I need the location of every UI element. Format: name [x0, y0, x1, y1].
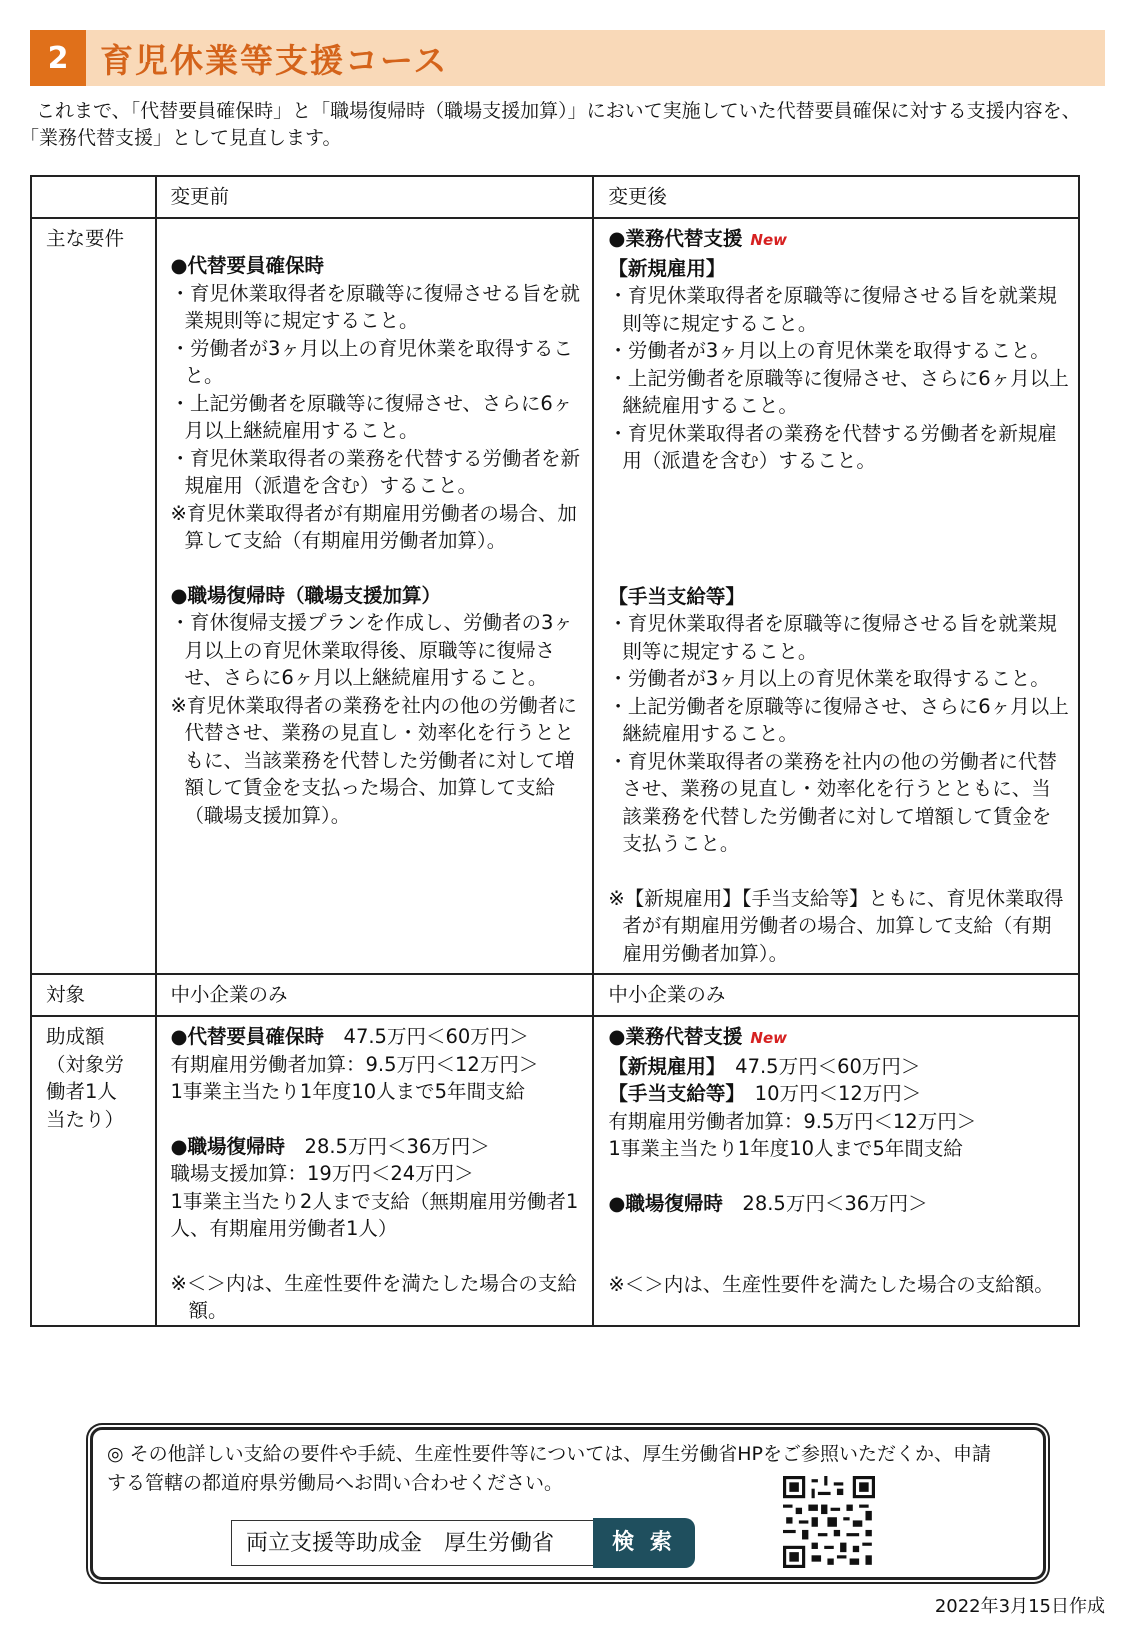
req-before-cell: [156, 218, 594, 974]
amount-after-heading-text: ●業務代替支援: [608, 1025, 743, 1048]
req-after-item: ・労働者が3ヶ月以上の育児休業を取得すること。: [608, 339, 1050, 362]
creation-date: 2022年3月15日作成: [934, 1596, 1105, 1617]
label-target: 対象: [31, 974, 156, 1016]
req-after-item: ・上記労働者を原職等に復帰させ、さらに6ヶ月以上継続雇用すること。: [608, 694, 1069, 745]
header-before: 変更前: [156, 176, 594, 218]
amount-before-value-1: 47.5万円＜60万円＞: [343, 1025, 529, 1048]
amount-after-cell: [593, 1016, 1079, 1326]
section-header: [30, 30, 1105, 86]
amount-before-heading-2: ●職場復帰時: [170, 1134, 286, 1158]
amount-before-line-2: 有期雇用労働者加算：9.5万円＜12万円＞: [170, 1052, 539, 1076]
table-header-row: [31, 176, 1079, 218]
row-target: [31, 974, 1079, 1016]
amount-after-value-2: 10万円＜12万円＞: [754, 1082, 922, 1105]
qr-code-icon[interactable]: [783, 1476, 875, 1568]
amount-before-heading-1: ●代替要員確保時: [170, 1025, 325, 1048]
req-before-note-1: ※育児休業取得者が有期雇用労働者の場合、加算して支給（有期雇用労働者加算）。: [170, 501, 577, 552]
info-box: [90, 1427, 1046, 1580]
req-before-heading-1: ●代替要員確保時: [170, 254, 325, 277]
amount-before-line-4: [171, 1133, 585, 1161]
target-after: 中小企業のみ: [593, 974, 1079, 1016]
req-before-item: ・育休復帰支援プランを作成し、労働者の3ヶ月以上の育児休業取得後、原職等に復帰させ、さらに6ヶ月以上継続雇用すること。: [170, 611, 573, 689]
req-after-subheading-allowance: 【手当支給等】: [608, 584, 745, 608]
amount-after-note: ※＜＞内は、生産性要件を満たした場合の支給額。: [608, 1273, 1054, 1296]
row-requirements: [31, 218, 1079, 974]
amount-after-sub-2: 【手当支給等】: [608, 1082, 736, 1105]
header-empty-cell: [31, 176, 156, 218]
header-after: 変更後: [593, 176, 1079, 218]
req-before-item: ・上記労働者を原職等に復帰させ、さらに6ヶ月以上継続雇用すること。: [170, 391, 573, 442]
req-after-heading-text: ●業務代替支援: [608, 227, 743, 250]
amount-after-heading-2: ●職場復帰時: [608, 1191, 723, 1215]
section-title: 育児休業等支援コース: [100, 40, 449, 80]
amount-before-line-6: 1事業主当たり2人まで支給（無期雇用労働者1人、有期雇用労働者1人）: [170, 1189, 579, 1240]
req-after-item: ・上記労働者を原職等に復帰させ、さらに6ヶ月以上継続雇用すること。: [608, 366, 1069, 417]
amount-before-cell: [156, 1016, 594, 1326]
req-after-item: ・育児休業取得者を原職等に復帰させる旨を就業規則等に規定すること。: [608, 612, 1057, 663]
amount-before-value-2: 28.5万円＜36万円＞: [304, 1134, 490, 1158]
new-badge: New: [750, 1029, 787, 1047]
req-after-note: ※【新規雇用】【手当支給等】ともに、育児休業取得者が有期雇用労働者の場合、加算して支給（有期雇用労働者加算）。: [608, 886, 1064, 965]
amount-after-value-3: 28.5万円＜36万円＞: [742, 1191, 928, 1215]
search-button[interactable]: 検 索: [593, 1518, 695, 1568]
amount-before-line-3: 1事業主当たり1年度10人まで5年間支給: [170, 1080, 526, 1103]
req-after-item: ・育児休業取得者を原職等に復帰させる旨を就業規則等に規定すること。: [608, 284, 1057, 335]
amount-before-note: ※＜＞内は、生産性要件を満たした場合の支給額。: [170, 1271, 577, 1322]
req-after-heading: [608, 225, 1070, 255]
section-number: 2: [30, 30, 86, 86]
amount-after-line-4: 1事業主当たり1年度10人まで5年間支給: [608, 1137, 963, 1160]
search-input[interactable]: 両立支援等助成金 厚生労働省: [231, 1520, 611, 1566]
req-after-cell: [593, 218, 1079, 974]
amount-before-line-5: 職場支援加算：19万円＜24万円＞: [170, 1162, 474, 1185]
req-before-heading-2: ●職場復帰時（職場支援加算）: [170, 583, 442, 607]
req-before-item: ・育児休業取得者を原職等に復帰させる旨を就業規則等に規定すること。: [170, 281, 581, 332]
label-amount: 助成額（対象労働者1人当たり）: [31, 1016, 156, 1326]
info-text: ◎ その他詳しい支給の要件や手続、生産性要件等については、厚生労働省HPをご参照いただくか、申請する管轄の都道府県労働局へお問い合わせください。: [107, 1443, 991, 1494]
amount-after-line-3: 有期雇用労働者加算：9.5万円＜12万円＞: [608, 1109, 977, 1133]
row-amount: [31, 1016, 1079, 1326]
req-before-note-2: ※育児休業取得者の業務を社内の他の労働者に代替させ、業務の見直し・効率化を行うとともに、当該業務を代替した労働者に対して増額して賃金を支払った場合、加算して支給（職場支援加算）。: [170, 693, 577, 827]
amount-after-sub-1: 【新規雇用】: [608, 1054, 716, 1078]
amount-after-line-new-hire: [608, 1053, 1070, 1081]
intro-text: これまで、「代替要員確保時」と「職場復帰時（職場支援加算）」において実施していた代替要員確保に対する支援内容を、「業務代替支援」として見直します。: [20, 100, 1081, 149]
label-requirements: 主な要件: [31, 218, 156, 974]
amount-after-heading: [608, 1023, 1070, 1053]
amount-after-line-5: [608, 1190, 1070, 1218]
amount-before-line-1: [171, 1023, 585, 1051]
req-after-item: ・育児休業取得者の業務を代替する労働者を新規雇用（派遣を含む）すること。: [608, 421, 1057, 472]
amount-after-value-1: 47.5万円＜60万円＞: [735, 1054, 921, 1078]
req-after-item: ・労働者が3ヶ月以上の育児休業を取得すること。: [608, 667, 1050, 690]
req-before-item: ・労働者が3ヶ月以上の育児休業を取得すること。: [170, 336, 573, 387]
req-after-item: ・育児休業取得者の業務を社内の他の労働者に代替させ、業務の見直し・効率化を行うとともに、当該業務を代替した労働者に対して増額して賃金を支払うこと。: [608, 749, 1057, 855]
req-before-item: ・育児休業取得者の業務を代替する労働者を新規雇用（派遣を含む）すること。: [170, 446, 581, 497]
req-after-subheading-new-hire: 【新規雇用】: [608, 256, 726, 280]
target-before: 中小企業のみ: [156, 974, 594, 1016]
comparison-table: [30, 175, 1080, 1327]
amount-after-line-allowance: [608, 1080, 1070, 1108]
new-badge: New: [750, 231, 787, 249]
